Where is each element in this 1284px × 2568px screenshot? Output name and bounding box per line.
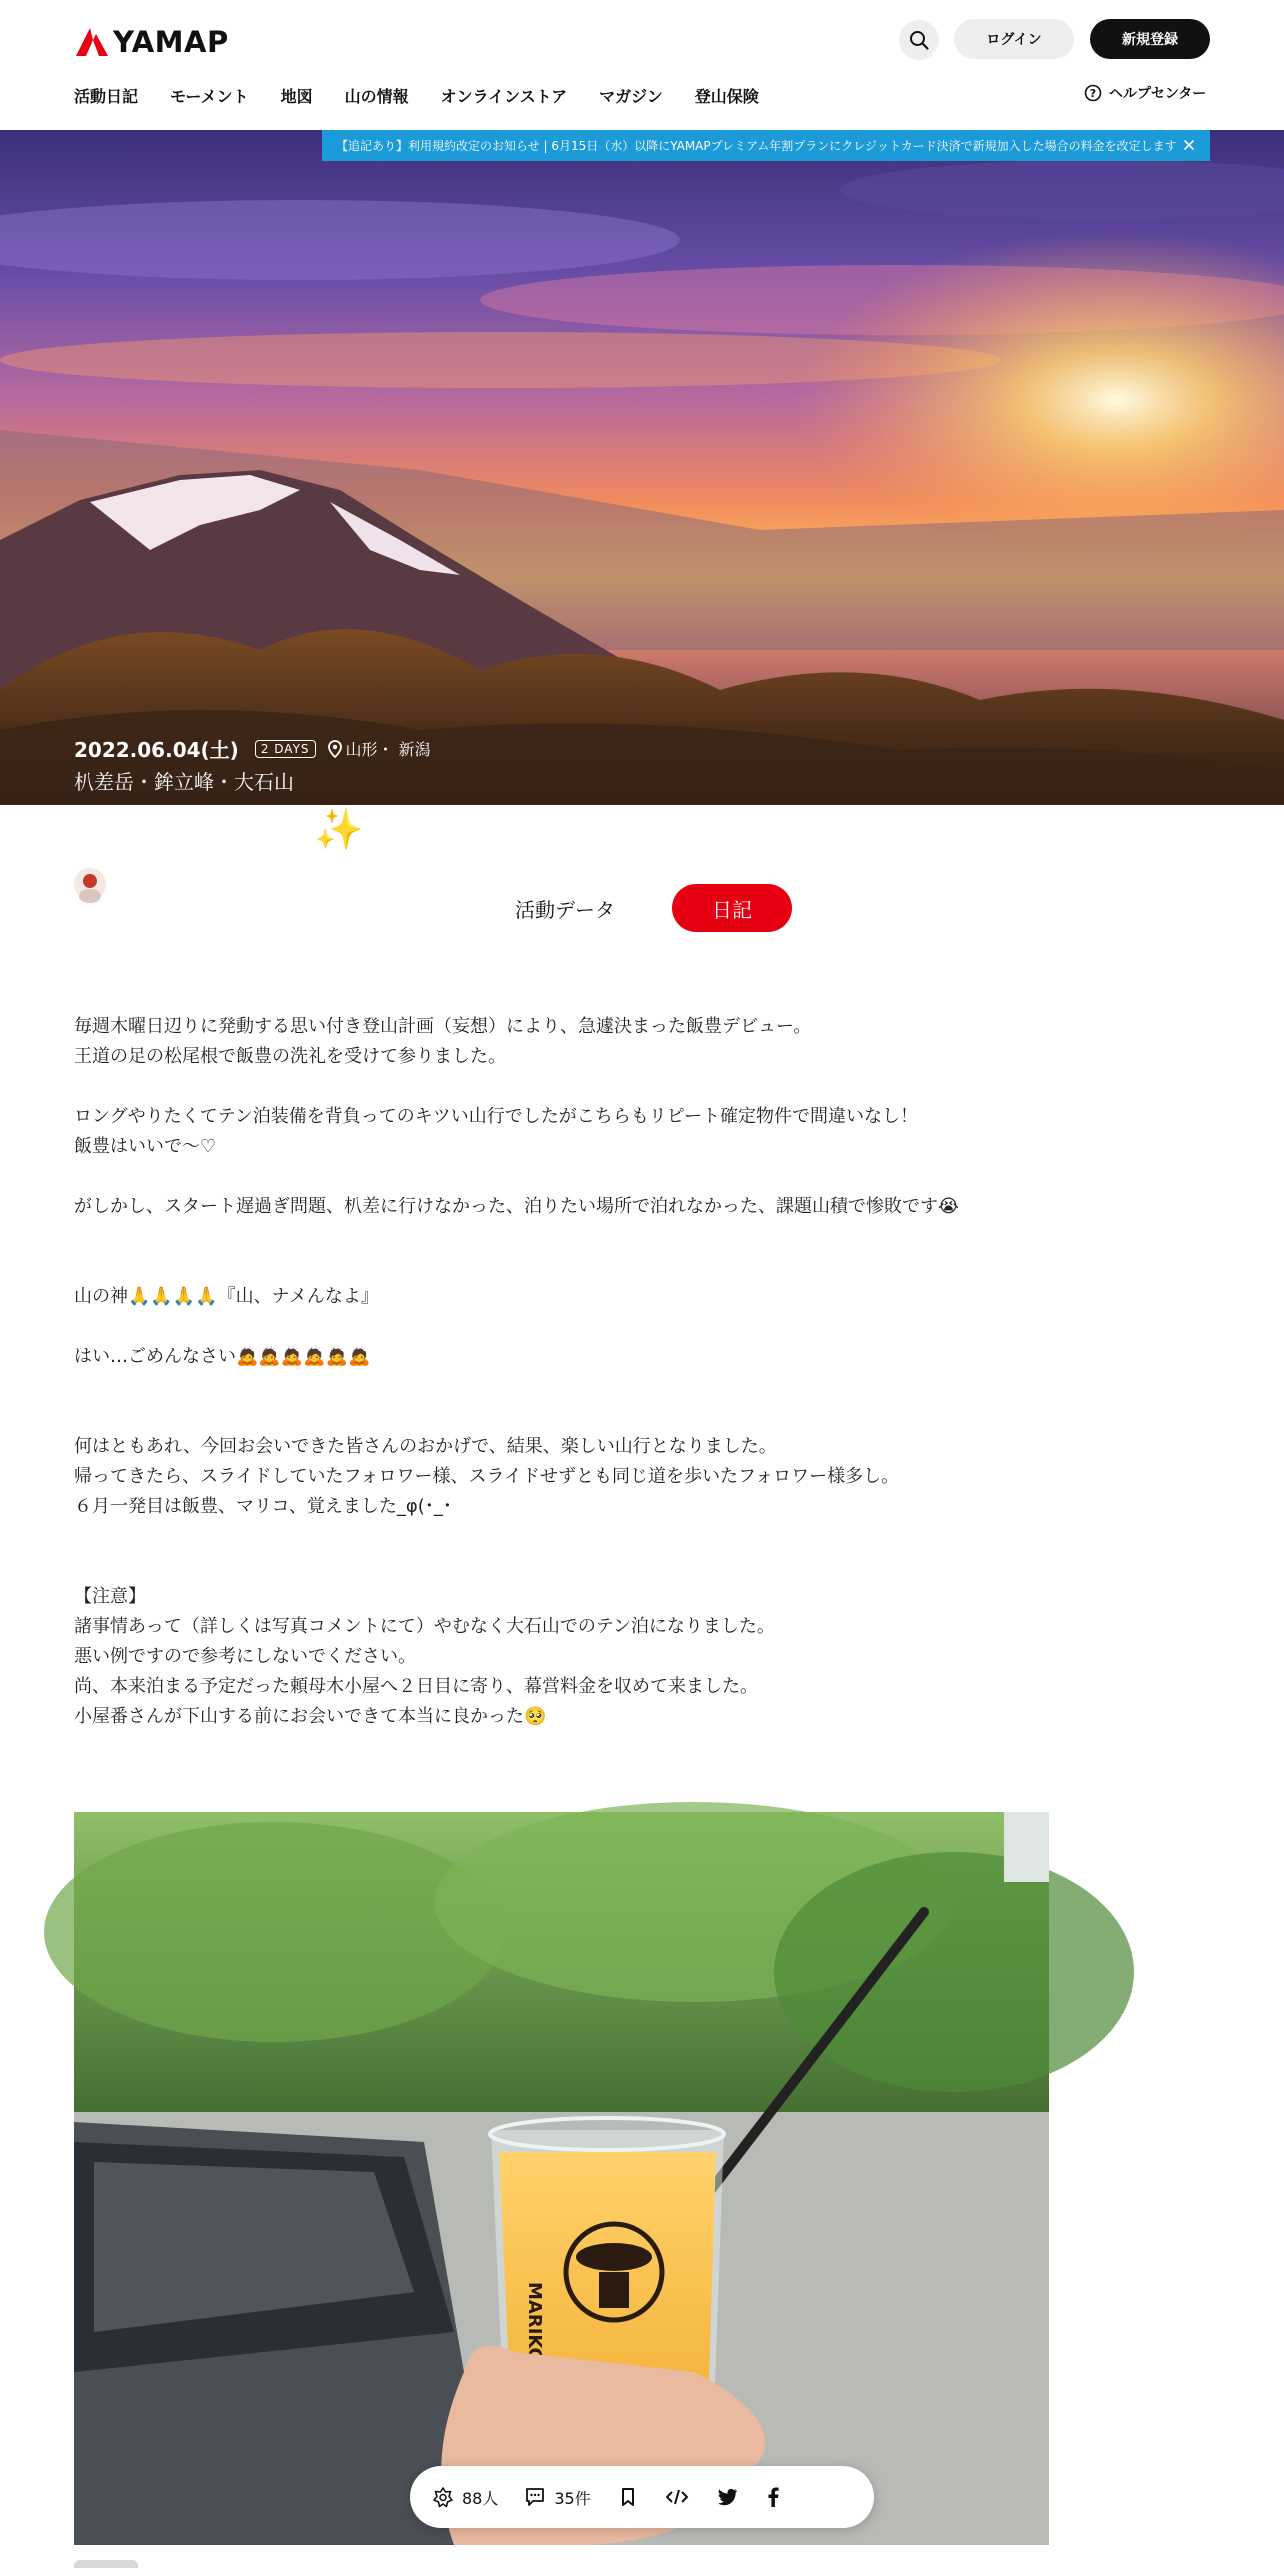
diary-line: 【注意】 (74, 1586, 146, 1607)
diary-line (74, 1072, 1034, 1102)
activity-title: 飯豊デビュー✨【悪い例】 (74, 807, 564, 853)
nav-item-insurance[interactable]: 登山保険 (694, 87, 759, 106)
embed-code-icon (665, 2486, 689, 2508)
like-button[interactable] (432, 2486, 498, 2509)
diary-line: 毎週木曜日辺りに発動する思い付き登山計画（妄想）により、急遽決まった飯豊デビュー。 (74, 1016, 812, 1037)
site-header (0, 0, 1284, 130)
pudding-photo-image (74, 1812, 1049, 2545)
diary-photo[interactable] (74, 1812, 1049, 2545)
tab-diary[interactable]: 日記 (672, 884, 792, 932)
diary-line: 諸事情あって（詳しくは写真コメントにて）やむなく大石山でのテン泊になりました。 (74, 1616, 775, 1637)
tab-activity-data[interactable]: 活動データ (515, 897, 615, 922)
help-center-link[interactable] (1084, 83, 1206, 103)
notice-text: 【追記あり】利用規約改定のお知らせ | 6月15日（水）以降にYAMAPプレミアム年割プランにクレジットカード決済で新規加入した場合の料金を改定します (336, 139, 1177, 153)
close-notice-button[interactable] (1178, 134, 1200, 156)
comment-icon (524, 2486, 546, 2508)
twitter-share-button[interactable] (715, 2486, 739, 2508)
search-button[interactable] (899, 20, 939, 60)
diary-line: ６月一発目は飯豊、マリコ、覚えました_φ(･_･ (74, 1496, 452, 1517)
location-pin-icon (328, 740, 342, 758)
diary-line: 帰ってきたら、スライドしていたフォロワー様、スライドせずとも同じ道を歩いたフォロワー様多し。 (74, 1466, 900, 1487)
close-icon (1183, 139, 1195, 151)
next-photo-meta (74, 2560, 138, 2568)
diary-line: 王道の足の松尾根で飯豊の洗礼を受けて参りました。 (74, 1046, 506, 1067)
diary-line: はい…ごめんなさい🙇🙇🙇🙇🙇🙇 (74, 1346, 371, 1367)
diary-line (74, 1162, 1034, 1192)
comment-count: 35件 (554, 2488, 591, 2508)
search-icon (908, 29, 930, 51)
diary-line: 悪い例ですので参考にしないでください。 (74, 1646, 416, 1667)
content-tabs (0, 884, 1284, 932)
location-text[interactable]: 山形・ 新潟 (345, 740, 431, 759)
like-count: 88人 (462, 2488, 499, 2508)
floating-action-bar (410, 2466, 874, 2528)
nav-item-map[interactable]: 地図 (280, 87, 313, 106)
diary-line (74, 1402, 1034, 1432)
diary-line: ロングやりたくてテン泊装備を背負ってのキツい山行でしたがこちらもリピート確定物件で間違いなし！ (74, 1106, 919, 1127)
comment-button[interactable] (524, 2486, 590, 2509)
twitter-icon (715, 2486, 739, 2508)
diary-line: 尚、本来泊まる予定だった頼母木小屋へ２日目に寄り、幕営料金を収めて来ました。 (74, 1676, 758, 1697)
diary-line (74, 1222, 1034, 1252)
help-center-label: ヘルプセンター (1109, 86, 1207, 102)
question-circle-icon (1084, 84, 1102, 102)
facebook-share-button[interactable] (765, 2486, 781, 2508)
bookmark-icon (617, 2486, 639, 2508)
nav-item-online-store[interactable]: オンラインストア (440, 87, 568, 106)
cup-print-text: MARIKO (524, 2282, 545, 2363)
yamap-logo[interactable] (74, 22, 229, 62)
main-nav (74, 84, 759, 107)
notice-banner[interactable] (322, 130, 1210, 161)
hero-cover-photo (0, 130, 1284, 898)
diary-line (74, 1522, 1034, 1552)
domo-clap-icon (432, 2486, 454, 2508)
diary-line (74, 1252, 1034, 1282)
diary-line: 山の神🙏🙏🙏🙏『山、ナメんなよ』 (74, 1286, 379, 1307)
sunrise-landscape-image (0, 130, 1284, 805)
logo-text: YAMAP (113, 25, 229, 59)
days-badge: 2 DAYS (255, 740, 316, 758)
signup-button[interactable]: 新規登録 (1090, 19, 1210, 59)
login-button[interactable]: ログイン (954, 19, 1074, 59)
facebook-icon (765, 2486, 781, 2508)
author-name: マリコメタル (116, 873, 236, 898)
nav-item-mountain-info[interactable]: 山の情報 (344, 87, 409, 106)
diary-line (74, 1372, 1034, 1402)
embed-button[interactable] (665, 2486, 689, 2508)
activity-meta-row (74, 734, 431, 763)
mountain-names[interactable]: 朳差岳・鉾立峰・大石山 (74, 770, 294, 794)
bookmark-button[interactable] (617, 2486, 639, 2508)
diary-line: 飯豊はいいで〜♡ (74, 1136, 217, 1157)
diary-body (74, 1012, 1034, 1732)
diary-line: 何はともあれ、今回お会いできた皆さんのおかげで、結果、楽しい山行となりました。 (74, 1436, 777, 1457)
svg-text:?: ? (1089, 87, 1097, 100)
activity-location (328, 737, 431, 760)
diary-line (74, 1312, 1034, 1342)
nav-item-activity-diary[interactable]: 活動日記 (74, 87, 139, 106)
yamap-logo-mark-icon (74, 26, 110, 58)
diary-line: がしかし、スタート遅過ぎ問題、朳差に行けなかった、泊りたい場所で泊れなかった、課題山積で惨敗です😭 (74, 1196, 960, 1217)
nav-item-moments[interactable]: モーメント (170, 87, 249, 106)
diary-line: 小屋番さんが下山する前にお会いできて本当に良かった🥺 (74, 1706, 547, 1727)
activity-date: 2022.06.04(土) (74, 738, 239, 762)
nav-item-magazine[interactable]: マガジン (599, 87, 663, 106)
diary-line (74, 1552, 1034, 1582)
